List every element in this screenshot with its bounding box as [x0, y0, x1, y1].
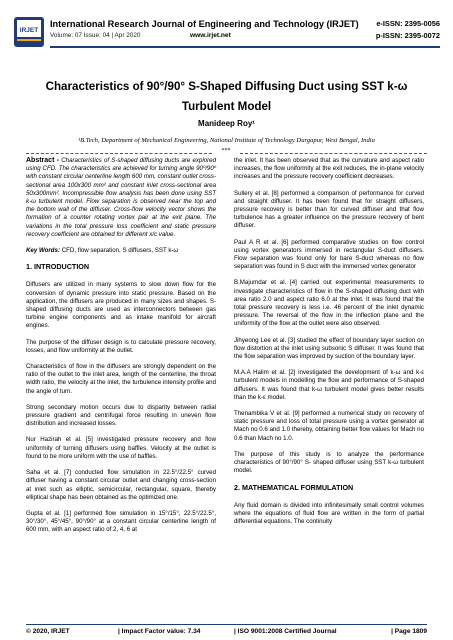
abstract: [26, 157, 216, 239]
paragraph: The purpose of the diffuser design is to calculate pressure recovery, losses, and flow uniformity at the outlet.: [26, 338, 216, 354]
separator-stars: ***: [221, 148, 231, 154]
paragraph: Characteristics of flow in the diffusers are strongly dependent on the ratio of the outlet to the inlet area, length of the centerline, the throat width ratio, the velocity at the inlet, the turbulence intensity profile and the angle of turn.: [26, 363, 216, 395]
keywords: [26, 247, 216, 255]
journal-header: [14, 17, 440, 47]
paragraph: Paul A R et al. [6] performed comparative studies on flow control using vortex generators immersed in rectangular S-duct diffusers. Flow separation was found only for bare S-duct whereas no flow separation was found in S duct with the immersed vortex generator: [234, 238, 424, 271]
right-column: [234, 157, 424, 534]
left-column: [26, 157, 216, 543]
journal-url-link[interactable]: www.irjet.net: [190, 32, 231, 39]
keywords-label: Key Words:: [26, 247, 61, 255]
paper-title-line-1: Characteristics of 90°/90° S-Shaped Diffusing Duct using SST k-ω: [45, 80, 408, 93]
footer-divider: [26, 624, 427, 625]
paragraph: Gupta et al. [1] performed flow simulation in 15°/15°, 22.5°/22.5°, 30°/30°, 45°/45°, 90°/90° at a constant circular centerline length of 600 mm, with an aspect ratio of 2, 4, 6 at: [26, 509, 216, 534]
section-heading-introduction: 1. INTRODUCTION: [26, 262, 90, 272]
author-name: Manideep Roy¹: [198, 119, 255, 128]
paragraph: Jihyeong Lee et al. [3] studied the effect of boundary layer suction on flow distortion at the inlet using subsonic S diffuser. It was found that the flow separation was improved by suction of the boundary layer.: [234, 336, 424, 361]
paper-title-line-2: Turbulent Model: [181, 100, 272, 113]
footer-copyright: © 2020, IRJET: [26, 628, 70, 635]
section-heading-mathematical-formulation: 2. MATHEMATICAL FORMULATION: [234, 482, 354, 492]
paragraph: Diffusers are utilized in many systems to slow down flow for the conversion of dynamic pressure into static pressure. Based on the application, the diffusers are produced in many sizes and shapes. S-shaped diffusing ducts are used as interconnectors between gas turbine engine components and as intake manifold for aircraft engines.: [26, 281, 216, 330]
paragraph: Saha et al. [7] conducted flow simulation in 22.5°/22.5° curved diffuser having a constant circular outlet and changing cross-section at inlet such as elliptic, semicircular, rectangular, square, thereby elliptical shape has been obtained as the optimized one.: [26, 469, 216, 501]
irjet-logo-icon: [14, 17, 44, 47]
keywords-text: CFD, flow separation, S diffusers, SST k-ω: [60, 247, 179, 255]
paragraph: Thenambika V et al. [9] performed a numerical study on recovery of static pressure and loss of total pressure using a vortex generator at Mach no 0.6 and 1.0 thereby, obtaining better flow values for Mach no 0.6 than Mach no 1.0.: [234, 410, 424, 442]
footer-iso: | ISO 9001:2008 Certified Journal: [234, 628, 337, 635]
svg-text:IRJET: IRJET: [19, 27, 39, 34]
paragraph: B.Majumdar et al. [4] carried out experimental measurements to investigate characteristics of flow in the S-shaped diffusing duct with area ratio 2.0 and aspect ratio 6.0 at the inlet. It was found that the total pressure recovery is less i.e. 46 percent of the inlet dynamic pressure. The reversal of the flow in the inflection plane and the uniformity of the flow at the outlet were also observed.: [234, 279, 424, 328]
paragraph: Sullery et al. [8] performed a comparison of performance for curved and straight diffuser. It has been found that for straight diffusers, pressure recovery is better than for curved diffuser and that flow turbulence has a greater influence on the pressure recovery of bent diffuser.: [234, 189, 424, 230]
title-separator: [26, 150, 427, 156]
volume-issue: Volume: 07 Issue: 04 | Apr 2020: [50, 32, 141, 39]
paragraph: Any fluid domain is divided into infinitesimally small control volumes where the equations of fluid flow are written in the form of partial differential equations. The continuity: [234, 501, 424, 526]
header-divider: [50, 46, 440, 48]
paragraph: Nur Hazirah et al. [5] investigated pressure recovery and flow uniformity of turning diffusers using baffles. Velocity at the outlet is found to be more uniform with the use of baffles.: [26, 436, 216, 460]
abstract-text: Characteristics of S-shaped diffusing ducts are explored using CFD. The characteristics are achieved for turning angle 90º/90º with constant circular centerline length 600 mm, constant outlet cross-sectional area 100x300 mm² and constant inlet cross-sectional area 50x300mm². Incompressible flow analysis has been done using SST k-ω turbulent model. Flow separation is observed near the top and the bottom wall of the diffuser. Cross-flow velocity vector shows the formation of a counter rotating vortex pair at the exit plane. The variations in the total pressure loss coefficient and static pressure recovery coefficient are obtained for different x/c value.: [26, 157, 216, 238]
separator-right-line: [240, 153, 427, 154]
p-issn: p-ISSN: 2395-0072: [375, 31, 440, 40]
footer-impact-factor: | Impact Factor value: 7.34: [118, 628, 201, 635]
author-affiliation: ¹B.Tech, Department of Mechanical Engineering, National Institute of Technology Durgapur, West Bengal, India: [78, 137, 375, 144]
e-issn: e-ISSN: 2395-0056: [376, 19, 440, 28]
paragraph: The purpose of this study is to analyze the performance characteristics of 90°/90° S- shaped diffuser using SST k-ω turbulent model.: [234, 450, 424, 475]
journal-name: International Research Journal of Engineering and Technology (IRJET): [50, 19, 359, 29]
separator-left-line: [26, 153, 212, 154]
abstract-label: Abstract -: [26, 157, 60, 164]
paragraph: the inlet. It has been observed that as the curvature and aspect ratio increases, the flow uniformity at the exit reduces, the in-plane velocity increases and the pressure recovery coefficient decreases.: [234, 157, 424, 181]
footer-page-number: | Page 1809: [391, 628, 427, 635]
paragraph: Strong secondary motion occurs due to disparity between radial pressure gradient and centrifugal force resulting in uneven flow distribution and increased losses.: [26, 403, 216, 428]
paragraph: M.A.A Halim et al. [2] investigated the development of k-ω and k-ε turbulent models in modelling the flow and performance of S-shaped diffusers. It was found that k-ω turbulent model gives better results than the k-ε model.: [234, 369, 424, 401]
